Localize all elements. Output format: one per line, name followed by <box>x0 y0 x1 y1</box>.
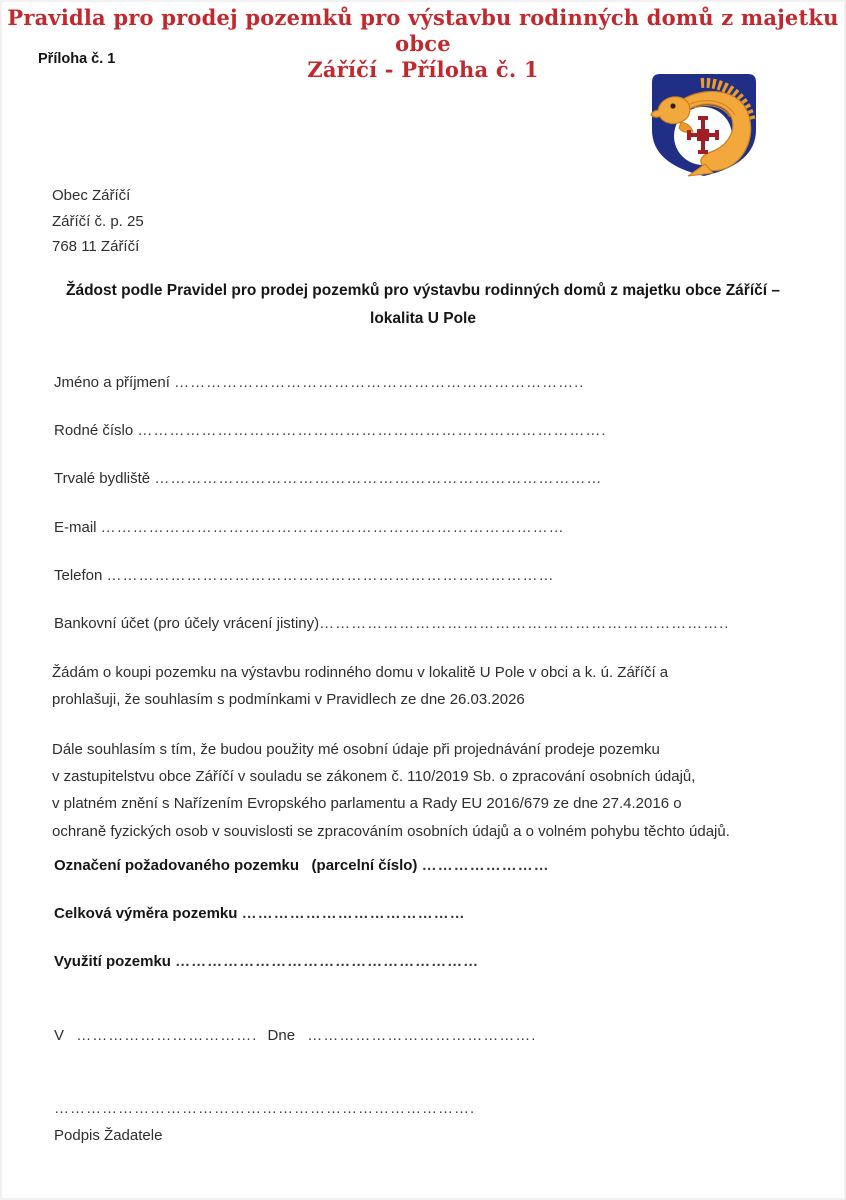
sender-address-block <box>52 183 144 260</box>
form-heading-line1: Žádost podle Pravidel pro prodej pozemků pro výstavbu rodinných domů z majetku obce Záříčí – <box>66 282 780 299</box>
field-blank-line: ………………………………………………………………………… <box>106 567 555 584</box>
field-label: Bankovní účet (pro účely vrácení jistiny) <box>54 615 320 632</box>
paragraph-line: Dále souhlasím s tím, že budou použity mé osobní údaje při projednávání prodeje pozemku <box>52 741 660 758</box>
form-heading <box>0 277 846 333</box>
form-heading-line2: lokalita U Pole <box>370 310 476 327</box>
field-label: Využití pozemku <box>54 953 176 970</box>
paragraph-line: prohlašuji, že souhlasím s podmínkami v Pravidlech ze dne 26.03.2026 <box>52 691 525 709</box>
field-blank-line: ………………………………………………… <box>175 953 480 970</box>
signature-label: Podpis Žadatele <box>54 1127 163 1144</box>
field-label: Označení požadovaného pozemku (parcelní číslo) <box>54 857 422 874</box>
paragraph-line: Žádám o koupi pozemku na výstavbu rodinného domu v lokalitě U Pole v obci a k. ú. Záříčí a <box>52 664 669 681</box>
date-prefix: Dne <box>267 1027 296 1044</box>
field-parcel-area <box>54 905 466 922</box>
date-blank-line: ……………………………………. <box>307 1027 537 1044</box>
signature-blank-line: ……………………………………………………………………. <box>54 1100 476 1117</box>
field-permanent-address <box>54 470 602 487</box>
field-blank-line: …………………………………………………………………………… <box>100 519 565 536</box>
fish-eye <box>670 103 675 108</box>
gdpr-consent-paragraph <box>52 736 730 845</box>
field-bank-account <box>54 615 729 632</box>
field-phone <box>54 567 555 584</box>
place-and-date-line <box>54 1027 542 1044</box>
field-blank-line: …………………………………… <box>241 905 466 922</box>
page-title-line2: Záříčí - Příloha č. 1 <box>307 57 539 82</box>
field-label: Jméno a příjmení <box>54 374 175 391</box>
field-label: Celková výměra pozemku <box>54 905 242 922</box>
field-blank-line: ………………………………………………………………………… <box>154 470 603 487</box>
field-blank-line: ……………………………………………………………………………. <box>137 422 607 439</box>
address-line: Obec Záříčí <box>52 187 131 204</box>
paragraph-line: v platném znění s Nařízením Evropského parlamentu a Rady EU 2016/679 ze dne 27.4.2016 o <box>52 795 682 813</box>
paragraph-line: v zastupitelstvu obce Záříčí v souladu se zákonem č. 110/2019 Sb. o zpracování osobních údajů, <box>52 768 696 786</box>
place-blank-line: ……………………………. <box>76 1027 258 1044</box>
field-label: Telefon <box>54 567 107 584</box>
address-line: 768 11 Záříčí <box>52 238 140 255</box>
fish-head <box>658 97 690 124</box>
address-line: Záříčí č. p. 25 <box>52 212 144 230</box>
declaration-paragraph-1 <box>52 659 668 713</box>
place-prefix: V <box>54 1027 65 1044</box>
field-blank-line: …………………… <box>421 857 550 874</box>
field-label: Trvalé bydliště <box>54 470 155 487</box>
paragraph-line: ochraně fyzických osob v souvislosti se zpracováním osobních údajů a o volném pohybu těchto údajů. <box>52 822 730 840</box>
field-parcel-use <box>54 953 479 970</box>
municipality-coat-of-arms-icon <box>645 70 763 182</box>
field-label: Rodné číslo <box>54 422 138 439</box>
page-title-line1: Pravidla pro prodej pozemků pro výstavbu rodinných domů z majetku obce <box>7 5 839 56</box>
field-label: E-mail <box>54 519 101 536</box>
field-parcel-number <box>54 857 550 874</box>
field-name-surname <box>54 374 584 391</box>
signature-block <box>54 1095 475 1149</box>
attachment-label: Příloha č. 1 <box>38 51 116 67</box>
field-blank-line: ………………………………………………………………….. <box>319 615 730 632</box>
field-birth-number <box>54 422 607 439</box>
field-blank-line: ………………………………………………………………….. <box>174 374 585 391</box>
field-email <box>54 519 565 536</box>
